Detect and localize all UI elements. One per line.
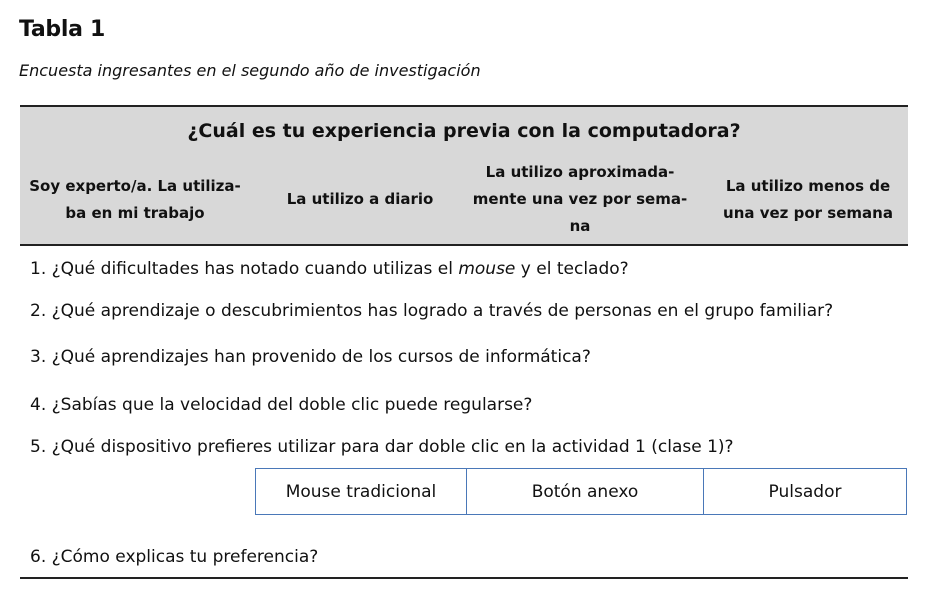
main-question: ¿Cuál es tu experiencia previa con la computadora?	[187, 120, 741, 142]
option-expert	[20, 173, 250, 227]
table-subtitle: Encuesta ingresantes en el segundo año de investigación	[19, 61, 481, 80]
option-weekly	[465, 159, 695, 240]
bottom-rule	[20, 577, 908, 579]
option-daily-line-1: La utilizo a diario	[286, 190, 434, 208]
device-choices	[255, 468, 907, 515]
option-expert-line-2: ba en mi trabajo	[65, 204, 205, 222]
option-less-weekly	[708, 173, 908, 227]
question-1-emphasis: mouse	[458, 259, 516, 279]
question-3: 3. ¿Qué aprendizajes han provenido de los cursos de informática?	[30, 347, 591, 367]
choice-switch: Pulsador	[703, 469, 906, 514]
question-4: 4. ¿Sabías que la velocidad del doble clic puede regularse?	[30, 395, 533, 415]
question-2: 2. ¿Qué aprendizaje o descubrimientos has logrado a través de personas en el grupo familiar?	[30, 301, 834, 321]
option-less-weekly-line-1: La utilizo menos de	[725, 177, 891, 195]
table-title: Tabla 1	[19, 17, 106, 42]
option-daily	[265, 186, 455, 213]
question-1-end: y el teclado?	[515, 259, 629, 279]
option-weekly-line-3: na	[569, 217, 591, 235]
option-weekly-line-1: La utilizo aproximada-	[485, 163, 675, 181]
choice-mouse: Mouse tradicional	[285, 481, 437, 502]
option-expert-line-1: Soy experto/a. La utiliza-	[29, 177, 241, 195]
question-1	[30, 259, 629, 279]
option-less-weekly-line-2: una vez por semana	[723, 204, 893, 222]
survey-header	[20, 105, 908, 246]
option-weekly-line-2: mente una vez por sema-	[472, 190, 688, 208]
choice-button: Botón anexo	[466, 469, 703, 514]
question-6: 6. ¿Cómo explicas tu preferencia?	[30, 547, 319, 567]
question-5: 5. ¿Qué dispositivo prefieres utilizar para dar doble clic en la actividad 1 (clase 1)?	[30, 437, 734, 457]
question-1-start: 1. ¿Qué dificultades has notado cuando utilizas el	[30, 259, 459, 279]
